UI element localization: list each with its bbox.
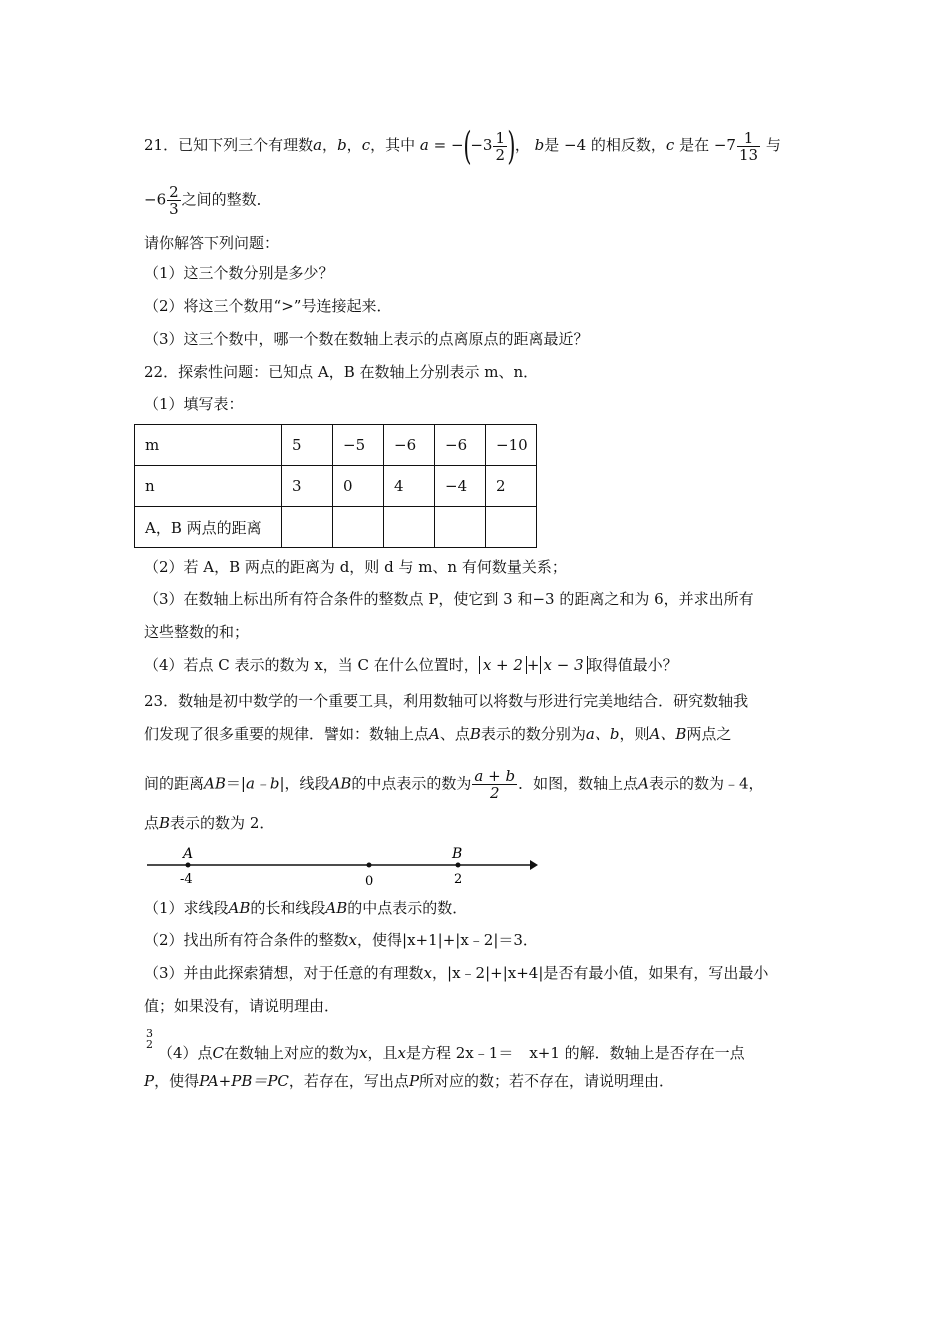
sep: ， — [322, 136, 338, 154]
sep: ， — [514, 136, 530, 154]
q21-text: 是在 −7 — [679, 136, 736, 154]
q21-text: 21．已知下列三个有理数 — [144, 136, 314, 154]
var: C — [212, 1044, 225, 1062]
q23-text: 的长和线段 — [250, 899, 326, 917]
q23-sub4b — [144, 1070, 674, 1092]
q23-text: ．如图，数轴上点 — [518, 774, 639, 793]
q23-sub3b: 值；如果没有，请说明理由． — [144, 997, 340, 1015]
q23-text: 在数轴上对应的数为 — [224, 1044, 360, 1062]
q22-sub1: （1）填写表： — [144, 395, 244, 413]
q23-text: |，线段 — [279, 774, 330, 793]
midpoint-fraction — [472, 768, 517, 801]
var: x — [359, 1044, 368, 1062]
q22-sub3b: 这些整数的和； — [144, 623, 250, 641]
q21-text: 与 — [765, 136, 781, 154]
var: AB — [228, 899, 251, 917]
table-row — [135, 507, 537, 548]
q23-text: x+1 的解．数轴上是否存在一点 — [529, 1044, 745, 1062]
table-cell — [384, 507, 435, 548]
q21-sub1: （1）这三个数分别是多少？ — [144, 264, 334, 282]
eq-a: a = − — [419, 136, 464, 154]
frac-num: 1 — [737, 130, 760, 147]
q23-text: ，使得|x+1|+|x﹣2|＝3． — [357, 931, 538, 949]
table-cell — [282, 507, 333, 548]
q23-p2 — [144, 723, 731, 745]
mixed-int: −6 — [144, 190, 167, 209]
q23-sub4a — [158, 1042, 745, 1064]
table-row — [135, 425, 537, 466]
q23-text: ，则 — [619, 725, 650, 743]
q23-text: ＝| — [225, 774, 246, 793]
q23-text: ，|x﹣2|+|x+4|是否有最小值，如果有，写出最小 — [432, 964, 769, 982]
frac-den: 2 — [489, 784, 500, 802]
table-cell — [435, 507, 486, 548]
q21-line1 — [144, 124, 781, 168]
var: B — [469, 725, 481, 743]
point-a-dot — [186, 863, 191, 868]
frac-den: 13 — [738, 145, 759, 164]
var-c: c — [361, 136, 371, 154]
q21-text: 之间的整数． — [181, 190, 272, 209]
abs-x-plus-2: x + 2 — [479, 656, 527, 674]
frac-num: 3 — [146, 1027, 153, 1040]
point-a-value: -4 — [180, 872, 193, 887]
var-c: c — [665, 136, 675, 154]
table-row — [135, 466, 537, 507]
q23-text: 间的距离 — [144, 774, 205, 793]
frac-num: 1 — [495, 128, 506, 147]
var: B — [159, 814, 171, 832]
q21-text: 是 −4 的相反数， — [544, 136, 666, 154]
var-b: b — [534, 136, 545, 154]
fraction-half — [493, 130, 507, 163]
q22-sub3a: （3）在数轴上标出所有符合条件的整数点 P，使它到 3 和−3 的距离之和为 6，并求出所有 — [144, 590, 754, 608]
number-line-figure — [144, 843, 544, 887]
q23-text: 所对应的数；若不存在，请说明理由． — [419, 1072, 675, 1090]
var: a、b — [585, 725, 620, 743]
var-a: a — [313, 136, 323, 154]
table-cell — [486, 507, 537, 548]
arrow-right-icon — [530, 860, 538, 870]
table-cell: −10 — [486, 425, 537, 466]
table-cell: −5 — [333, 425, 384, 466]
q21-line2 — [144, 184, 272, 217]
table-cell: −6 — [435, 425, 486, 466]
right-paren: ) — [507, 124, 516, 168]
q23-text: ，且 — [367, 1044, 398, 1062]
q21-prompt: 请你解答下列问题： — [144, 234, 280, 252]
q21-sub2: （2）将这三个数用“>”号连接起来． — [144, 297, 392, 315]
point-b-dot — [456, 863, 461, 868]
q23-text: 点 — [144, 814, 160, 832]
q22-text: （4）若点 C 表示的数为 x，当 C 在什么位置时， — [144, 656, 479, 674]
var: a﹣b — [245, 774, 280, 793]
table-cell: n — [135, 466, 282, 507]
point-a-label: A — [183, 846, 194, 862]
q22-title: 22．探索性问题：已知点 A，B 在数轴上分别表示 m、n． — [144, 363, 539, 381]
fraction-1-13 — [737, 130, 760, 163]
point-b-label: B — [452, 846, 463, 862]
q23-text: （4）点 — [158, 1044, 213, 1062]
var-b: b — [337, 136, 347, 154]
table-cell: 4 — [384, 466, 435, 507]
sep: ， — [346, 136, 362, 154]
q23-p4 — [144, 812, 274, 834]
distance-table — [134, 424, 537, 548]
q23-text: 表示的数分别为 — [480, 725, 586, 743]
var: A — [638, 774, 649, 793]
q23-text: 、点 — [439, 725, 470, 743]
table-cell: −4 — [435, 466, 486, 507]
frac-den: 3 — [169, 200, 179, 218]
table-cell: m — [135, 425, 282, 466]
var: x — [423, 964, 433, 982]
table-cell: 0 — [333, 466, 384, 507]
point-b-value: 2 — [454, 872, 463, 887]
var: A、B — [649, 725, 687, 743]
origin-dot — [367, 863, 372, 868]
var: P — [408, 1072, 420, 1090]
q23-text: 表示的数为 2． — [170, 814, 275, 832]
q23-text: 两点之 — [686, 725, 732, 743]
var: x — [397, 1044, 406, 1062]
q23-text: 们发现了很多重要的规律．譬如：数轴上点 — [144, 725, 430, 743]
plus-sign: + — [526, 656, 540, 674]
q23-p1: 23．数轴是初中数学的一个重要工具，利用数轴可以将数与形进行完美地结合．研究数轴我 — [144, 692, 749, 710]
q23-text: ，使得 — [154, 1072, 200, 1090]
q23-text: 表示的数为﹣4， — [648, 774, 764, 793]
equation: PA+PB＝PC — [199, 1072, 289, 1090]
q23-text: （3）并由此探索猜想，对于任意的有理数 — [144, 964, 424, 982]
q23-text: 的中点表示的数为 — [351, 774, 472, 793]
q22-sub4 — [144, 654, 678, 676]
q23-sub3a — [144, 962, 768, 984]
var: AB — [204, 774, 226, 793]
var: AB — [325, 899, 348, 917]
table-cell: A，B 两点的距离 — [135, 507, 282, 548]
table-cell — [333, 507, 384, 548]
table-cell: −6 — [384, 425, 435, 466]
var: x — [348, 931, 358, 949]
q23-text: ，若存在，写出点 — [288, 1072, 409, 1090]
q23-p3 — [144, 768, 763, 801]
mixed-int: −3 — [470, 136, 493, 154]
frac-den: 2 — [146, 1038, 153, 1051]
var: AB — [329, 774, 352, 793]
q23-sub1 — [144, 897, 467, 919]
q23-text: 是方程 2x﹣1＝ — [406, 1044, 514, 1062]
fraction-2-3 — [167, 184, 181, 217]
q23-text: 的中点表示的数． — [347, 899, 468, 917]
small-fraction-3-2 — [146, 1028, 153, 1050]
table-cell: 2 — [486, 466, 537, 507]
q22-sub2: （2）若 A，B 两点的距离为 d，则 d 与 m、n 有何数量关系； — [144, 558, 567, 576]
origin-value: 0 — [365, 874, 374, 887]
frac-num: a + b — [474, 767, 516, 785]
q21-text: ，其中 — [370, 136, 416, 154]
q23-sub2 — [144, 929, 538, 951]
q21-sub3: （3）这三个数中，哪一个数在数轴上表示的点离原点的距离最近？ — [144, 330, 589, 348]
q23-text: （2）找出所有符合条件的整数 — [144, 931, 349, 949]
table-cell: 3 — [282, 466, 333, 507]
frac-den: 2 — [495, 145, 506, 164]
var: A — [429, 725, 440, 743]
abs-x-minus-3: x − 3 — [540, 656, 588, 674]
frac-num: 2 — [169, 183, 179, 201]
q23-text: （1）求线段 — [144, 899, 229, 917]
left-paren: ( — [462, 124, 472, 168]
table-cell: 5 — [282, 425, 333, 466]
q22-text: 取得值最小？ — [587, 656, 678, 674]
var: P — [144, 1072, 155, 1090]
